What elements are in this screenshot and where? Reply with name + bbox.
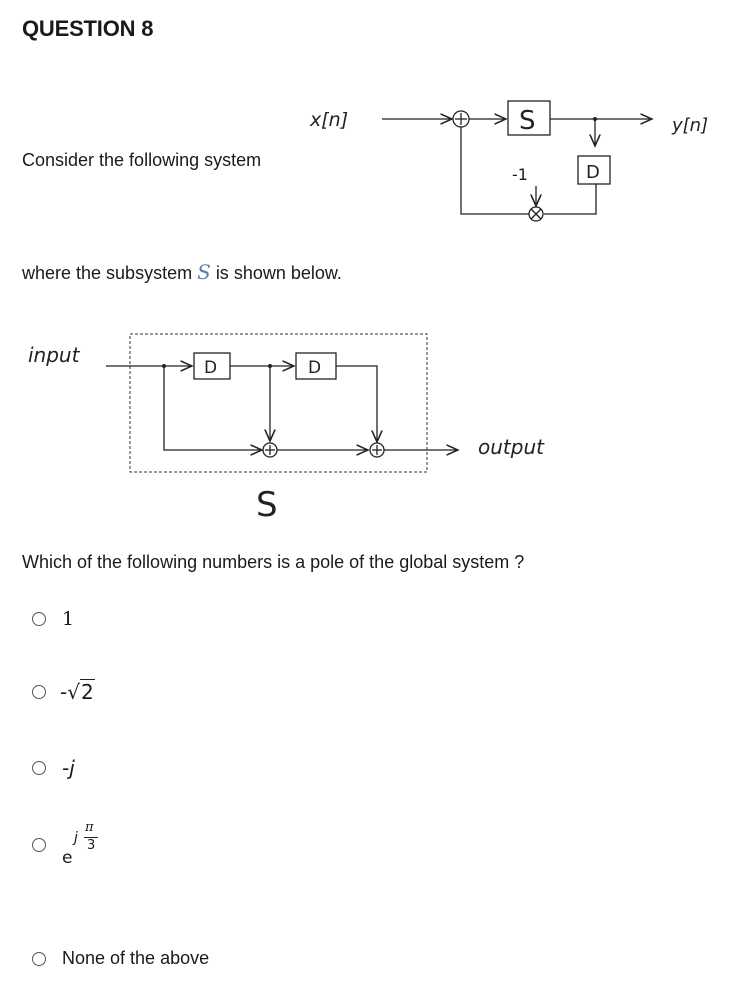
top-gain-label: -1 <box>512 165 528 184</box>
sub-caption: S <box>256 485 278 525</box>
option-3-text: -j <box>62 756 75 780</box>
top-d-label: D <box>586 162 600 183</box>
option-4-num: π <box>85 820 94 835</box>
option-1-radio[interactable] <box>32 612 46 626</box>
option-5-radio[interactable] <box>32 952 46 966</box>
option-2-sqrt-symbol: √ <box>67 680 80 704</box>
option-2-text <box>60 680 95 704</box>
sub-adder-1 <box>263 443 277 457</box>
option-5[interactable] <box>32 948 209 969</box>
top-multiplier <box>529 207 543 221</box>
option-2-sign: - <box>60 680 68 704</box>
option-4-den: 3 <box>87 838 96 853</box>
top-output-label: y[n] <box>672 115 709 136</box>
question-title: QUESTION 8 <box>22 16 154 41</box>
sub-output-label: output <box>478 435 544 459</box>
option-2-radio[interactable] <box>32 685 46 699</box>
option-2[interactable] <box>32 680 95 704</box>
option-4-radio[interactable] <box>32 838 46 852</box>
subsystem-diagram <box>22 330 602 525</box>
top-s-label: S <box>519 106 536 136</box>
subsystem-symbol: S <box>197 260 211 284</box>
sub-adder-2 <box>370 443 384 457</box>
option-5-text: None of the above <box>62 948 210 968</box>
option-1-text: 1 <box>62 608 75 630</box>
sub-d2-label: D <box>308 358 322 378</box>
sub-input-label: input <box>28 343 80 367</box>
top-input-label: x[n] <box>310 109 349 131</box>
option-4-exp-j: j <box>74 830 78 846</box>
subsystem-prefix: where the subsystem <box>22 263 193 283</box>
option-4-base: e <box>62 848 73 868</box>
top-adder <box>453 111 469 127</box>
question-prompt: Which of the following numbers is a pole of the global system ? <box>22 552 525 572</box>
subsystem-sentence <box>22 260 342 284</box>
option-3-radio[interactable] <box>32 761 46 775</box>
option-3[interactable] <box>32 756 75 780</box>
subsystem-boundary <box>130 334 427 472</box>
option-1[interactable] <box>32 608 74 630</box>
subsystem-suffix: is shown below. <box>215 263 342 283</box>
global-system-diagram <box>300 88 730 228</box>
option-2-radicand: 2 <box>80 680 94 704</box>
intro-text: Consider the following system <box>22 150 262 170</box>
sub-d1-label: D <box>204 358 218 378</box>
